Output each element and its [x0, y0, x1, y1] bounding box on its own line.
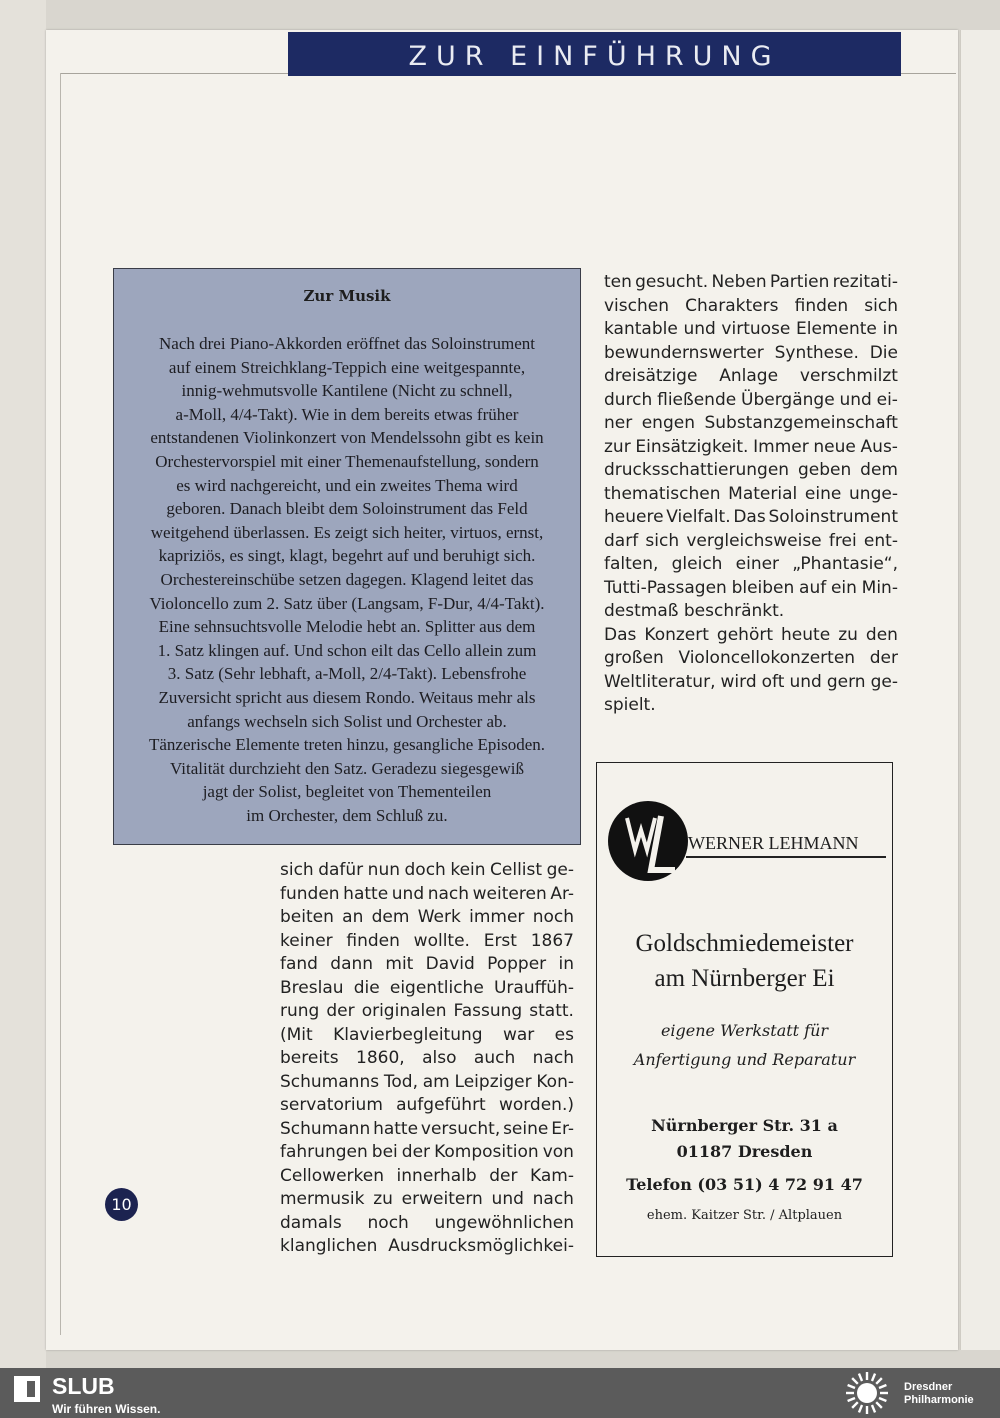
werner-lehmann-logo [605, 800, 691, 882]
section-header-band [288, 32, 901, 76]
right-column-line: ten gesucht. Neben Partien rezitati- [604, 272, 898, 292]
zur-musik-line: Vitalität durchzieht den Satz. Geradezu siegesgewiß [170, 758, 524, 778]
philharmonie-line-2: Philharmonie [904, 1394, 974, 1406]
right-column-line: dreisätzige Anlage verschmilzt [604, 366, 898, 386]
zur-musik-title: Zur Musik [303, 287, 391, 305]
zur-musik-line: Zuversicht spricht aus diesem Rondo. Weitaus mehr als [158, 688, 536, 707]
right-column-line: großen Violoncellokonzerten der [604, 648, 898, 668]
right-column-line: thematischen Material eine unge- [604, 483, 898, 504]
right-column-line: ner engen Substanzgemeinschaft [604, 413, 898, 433]
left-column-line: keiner finden wollte. Erst 1867 [280, 930, 574, 951]
left-column-line: servatorium aufgeführt worden.) [280, 1095, 574, 1115]
zur-musik-line: 1. Satz klingen auf. Und schon eilt das Cello allein zum [157, 640, 537, 660]
zur-musik-line: Orchestervorspiel mit einer Themenaufstellung, sondern [155, 452, 539, 471]
zur-musik-line: Orchestereinschübe setzen dagegen. Klagend leitet das [160, 570, 534, 589]
left-column-line: rung der originalen Fassung statt. [280, 1001, 574, 1021]
slub-name[interactable]: SLUB [52, 1373, 115, 1399]
section-title: ZUR EINFÜHRUNG [408, 41, 781, 72]
ad-street: Nürnberger Str. 31 a [651, 1116, 838, 1135]
right-column-line: zur Einsätzigkeit. Immer neue Aus- [604, 436, 898, 457]
ad-tagline-2: Anfertigung und Reparatur [633, 1050, 856, 1069]
zur-musik-line: Eine sehnsuchtsvolle Melodie hebt an. Splitter aus dem [158, 617, 536, 637]
ad-brand-name: WERNER LEHMANN [688, 833, 859, 853]
slub-logo-icon [14, 1376, 40, 1402]
left-column-line: funden hatte und nach weiteren Ar- [280, 883, 574, 904]
right-column-line: spielt. [604, 695, 656, 715]
right-column-line: darf sich vergleichsweise frei ent- [604, 530, 898, 551]
zur-musik-line: es wird nachgereicht, und ein zweites Thema wird [176, 475, 518, 495]
right-column-line: Tutti-Passagen bleiben auf ein Min- [604, 577, 898, 598]
page-inner-edge [60, 73, 61, 1335]
zur-musik-line: Tänzerische Elemente treten hinzu, gesangliche Episoden. [148, 735, 546, 755]
right-column-line: drucksschattierungen geben dem [604, 460, 898, 480]
left-column-line: Schumanns Tod, am Leipziger Kon- [280, 1071, 574, 1092]
slub-tagline: Wir führen Wissen. [52, 1402, 161, 1416]
ad-city: 01187 Dresden [676, 1142, 813, 1161]
right-column-line: bewundernswerter Synthese. Die [604, 342, 898, 363]
zur-musik-line: geboren. Danach bleibt dem Soloinstrument das Feld [166, 499, 528, 519]
zur-musik-line: Nach drei Piano-Akkorden eröffnet das Soloinstrument [159, 334, 535, 353]
zur-musik-line: innig-wehmutsvolle Kantilene (Nicht zu schnell, [181, 381, 513, 401]
zur-musik-line: jagt der Solist, begleitet von Thementeilen [202, 782, 492, 802]
philharmonie-line-1: Dresdner [904, 1381, 953, 1393]
left-column-line: Schumann hatte versucht, seine Er- [280, 1118, 574, 1139]
left-column-line: fahrungen bei der Komposition von [280, 1142, 574, 1162]
left-column-line: bereits 1860, also auch nach [280, 1048, 574, 1068]
zur-musik-line: im Orchester, dem Schluß zu. [246, 806, 448, 825]
zur-musik-line: auf einem Streichklang-Teppich eine weitgespannte, [168, 357, 526, 377]
zur-musik-line: 3. Satz (Sehr lebhaft, a-Moll, 2/4-Takt). Lebensfrohe [167, 664, 527, 684]
right-column-line: falten, gleich einer „Phantasie“, [604, 554, 898, 574]
right-column-line: vischen Charakters finden sich [604, 295, 898, 316]
left-column-line: sich dafür nun doch kein Cellist ge- [280, 860, 574, 880]
page-number-badge: 10 [105, 1188, 138, 1221]
ad-phone: Telefon (03 51) 4 72 91 47 [626, 1175, 863, 1194]
zur-musik-line: Violoncello zum 2. Satz über (Langsam, F-Dur, 4/4-Takt). [149, 593, 545, 613]
zur-musik-line: kapriziös, es singt, klagt, begehrt auf und beruhigt sich. [158, 546, 536, 566]
scan-background-left [0, 0, 46, 1368]
right-column-line: Weltliteratur, wird oft und gern ge- [604, 671, 898, 692]
right-column-line: Das Konzert gehört heute zu den [604, 624, 898, 645]
zur-musik-line: entstandenen Violinkonzert von Mendelssohn gibt es kein [150, 428, 544, 448]
ad-former-address: ehem. Kaitzer Str. / Altplauen [646, 1208, 843, 1223]
right-column-line: heuere Vielfalt. Das Soloinstrument [604, 507, 898, 527]
right-column-line: durch fließende Übergänge und ei- [604, 389, 898, 410]
left-column-line: Cellowerken innerhalb der Kam- [280, 1165, 574, 1186]
left-column-line: Breslau die eigentliche Urauffüh- [280, 977, 574, 998]
zur-musik-line: weitgehend überlassen. Es zeigt sich heiter, virtuos, ernst, [150, 522, 544, 542]
left-column-line: damals noch ungewöhnlichen [280, 1212, 574, 1233]
ad-tagline-1: eigene Werkstatt für [660, 1021, 829, 1040]
ad-headline-1: Goldschmiedemeister [635, 930, 854, 957]
philharmonie-name[interactable] [904, 1381, 974, 1407]
zur-musik-line: a-Moll, 4/4-Takt). Wie in dem bereits etwas früher [175, 404, 519, 424]
left-column-line: mermusik zu erweitern und nach [280, 1189, 574, 1209]
next-page-edge [960, 30, 1000, 1350]
left-column-line: (Mit Klavierbegleitung war es [280, 1024, 574, 1045]
ad-headline-2: am Nürnberger Ei [654, 965, 835, 992]
ad-brand-underline [686, 856, 886, 858]
right-column-line: kantable und virtuose Elemente in [604, 319, 898, 339]
left-column-line: beiten an dem Werk immer noch [280, 907, 574, 927]
left-column-line: fand dann mit David Popper in [280, 954, 574, 974]
zur-musik-line: anfangs wechseln sich Solist und Orchester ab. [187, 711, 507, 731]
left-column-line: klanglichen Ausdrucksmöglichkei- [280, 1236, 574, 1256]
philharmonie-logo-icon [842, 1370, 892, 1416]
right-column-line: destmaß beschränkt. [604, 601, 785, 621]
